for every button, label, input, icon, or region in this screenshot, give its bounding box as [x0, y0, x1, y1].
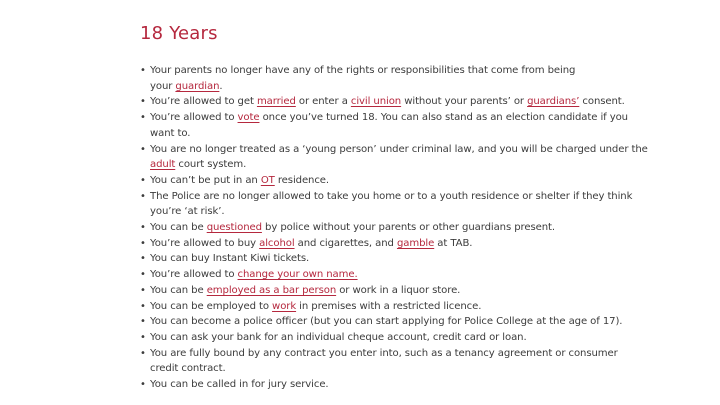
rights-list	[140, 63, 648, 393]
list-item	[140, 330, 640, 346]
list-item	[140, 63, 640, 94]
inline-link[interactable]: gamble	[396, 237, 435, 249]
list-item-line	[150, 142, 648, 158]
list-item	[140, 377, 640, 393]
list-item-line	[150, 63, 640, 79]
list-item	[140, 251, 640, 267]
list-item-text: You’re allowed to buy	[150, 237, 260, 249]
list-item-line	[150, 126, 640, 142]
inline-link[interactable]: change your own name.	[237, 269, 358, 281]
list-item	[140, 189, 640, 220]
bullet-icon: •	[140, 65, 146, 76]
list-item-line	[150, 361, 640, 377]
list-item-line	[150, 189, 640, 205]
bullet-icon: •	[140, 96, 146, 108]
list-item-line	[150, 330, 640, 346]
list-item	[140, 110, 640, 141]
list-item	[140, 220, 640, 236]
bullet-icon: •	[140, 316, 146, 328]
list-item-text: residence.	[274, 174, 330, 186]
inline-link[interactable]: work	[272, 300, 297, 312]
list-item-text: You are fully bound by any contract you enter into, such as a tenancy agreement or consumer	[150, 347, 618, 359]
bullet-icon: •	[140, 379, 146, 391]
list-item	[140, 173, 640, 189]
list-item-line	[150, 173, 640, 189]
bullet-icon: •	[140, 300, 146, 312]
bullet-icon: •	[140, 112, 146, 124]
inline-link[interactable]: vote	[237, 112, 260, 124]
bullet-icon: •	[140, 190, 146, 202]
list-item-line	[150, 346, 640, 362]
list-item-line	[150, 94, 640, 110]
list-item-text: at TAB.	[434, 237, 473, 249]
list-item-line	[150, 157, 640, 173]
list-item-text: and cigarettes, and	[294, 237, 397, 249]
list-item-text: You can be called in for jury service.	[150, 379, 329, 391]
inline-link[interactable]: civil union	[350, 96, 402, 108]
list-item-text: Your parents no longer have any of the rights or responsibilities that come from being	[150, 65, 576, 76]
list-item-line	[150, 79, 640, 95]
list-item	[140, 94, 640, 110]
list-item-text: or enter a	[295, 96, 351, 108]
list-item	[140, 267, 640, 283]
bullet-icon: •	[140, 222, 146, 234]
list-item-text: You can be employed to	[150, 300, 273, 312]
list-item-text: or work in a liquor store.	[336, 284, 461, 296]
list-item-text: credit contract.	[150, 363, 226, 375]
bullet-icon: •	[140, 284, 146, 296]
inline-link[interactable]: guardians’	[527, 96, 580, 108]
list-item-text: without your parents’ or	[401, 96, 528, 108]
list-item-text: You can buy Instant Kiwi tickets.	[150, 253, 310, 265]
inline-link[interactable]: guardian	[175, 80, 220, 92]
list-item-text: your	[150, 80, 176, 92]
list-item-line	[150, 299, 640, 315]
list-item-line	[150, 267, 640, 283]
list-item-line	[150, 314, 640, 330]
list-item	[140, 236, 640, 252]
inline-link[interactable]: OT	[260, 174, 275, 186]
inline-link[interactable]: alcohol	[259, 237, 295, 249]
list-item-text: by police without your parents or other guardians present.	[261, 222, 556, 234]
list-item-text: You’re allowed to get	[150, 96, 257, 108]
list-item-text: You can be	[150, 222, 207, 234]
list-item-line	[150, 204, 640, 220]
list-item-text: You’re allowed to	[150, 112, 238, 124]
list-item	[140, 314, 640, 330]
bullet-icon: •	[140, 269, 146, 281]
list-item-text: You are no longer treated as a ‘young person’ under criminal law, and you will be charged under the	[150, 143, 648, 155]
section-heading: 18 Years	[140, 23, 218, 44]
list-item-text: You can be	[150, 284, 207, 296]
inline-link[interactable]: employed as a bar person	[206, 284, 337, 296]
bullet-icon: •	[140, 237, 146, 249]
list-item-line	[150, 110, 640, 126]
list-item-text: You can’t be put in an	[150, 174, 261, 186]
list-item-text: You can become a police officer (but you can start applying for Police College at the age of 17).	[150, 316, 623, 328]
bullet-icon: •	[140, 253, 146, 265]
bullet-icon: •	[140, 347, 146, 359]
list-item-text: You can ask your bank for an individual cheque account, credit card or loan.	[150, 331, 527, 343]
list-item-text: consent.	[579, 96, 625, 108]
list-item	[140, 346, 640, 377]
bullet-icon: •	[140, 174, 146, 186]
list-item-text: court system.	[175, 159, 247, 171]
list-item-line	[150, 377, 640, 393]
list-item-text: in premises with a restricted licence.	[296, 300, 482, 312]
list-item-text: once you’ve turned 18. You can also stand as an election candidate if you	[259, 112, 628, 124]
list-item	[140, 299, 640, 315]
bullet-icon: •	[140, 331, 146, 343]
list-item-text: .	[219, 80, 223, 92]
list-item-line	[150, 251, 640, 267]
list-item-line	[150, 220, 640, 236]
list-item-line	[150, 283, 640, 299]
inline-link[interactable]: married	[256, 96, 296, 108]
inline-link[interactable]: questioned	[206, 222, 262, 234]
list-item-text: you’re ‘at risk’.	[150, 206, 225, 218]
list-item-text: The Police are no longer allowed to take you home or to a youth residence or shelter if they think	[150, 190, 633, 202]
list-item-line	[150, 236, 640, 252]
article-section	[140, 22, 648, 391]
list-item	[140, 283, 640, 299]
bullet-icon: •	[140, 143, 146, 155]
list-item-text: You’re allowed to	[150, 269, 238, 281]
list-item	[140, 142, 648, 173]
inline-link[interactable]: adult	[150, 159, 176, 171]
list-item-text: want to.	[150, 127, 191, 139]
